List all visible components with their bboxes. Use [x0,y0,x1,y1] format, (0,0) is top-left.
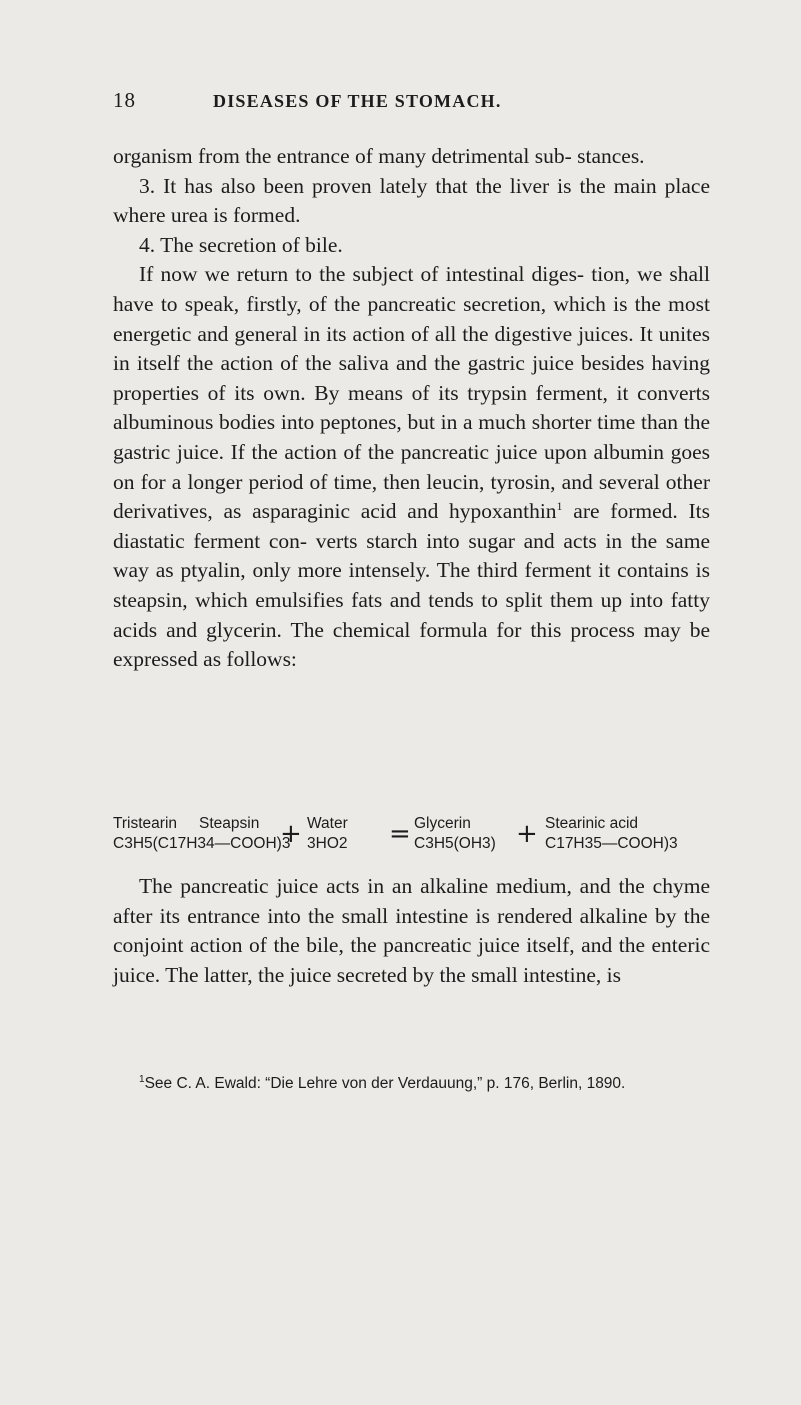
paragraph-item-3: 3. It has also been proven lately that the liver is the main place where urea is formed. [113,173,710,228]
running-head [0,88,801,118]
formula-term-glycerin [414,815,496,855]
footnote-text-line [113,1073,710,1094]
footnote-reference: 1 [556,498,563,513]
chemical-formula [113,815,710,865]
paragraph-alkaline-medium: The pancreatic juice acts in an alkaline medium, and the chyme after its entrance into the small intestine is rendered alkaline by the conjoint action of the bile, the pancreatic juice itself, and the enteric juice. The latter, the juice secreted by the small intestine, is [113,874,710,987]
formula-term-name: Glycerin [414,815,471,832]
formula-term-name: Stearinic acid [545,815,639,832]
formula-operator-equals: = [389,819,411,849]
paragraph-pancreatic-secretion-part1: If now we return to the subject of intestinal diges- tion, we shall have to speak, firstly, of the pancreatic secretion, which is the most energetic and general in its action of all the digestive juices. It unites in itself the action of the saliva and the gastric juice besides having properties of its own. By means of its trypsin ferment, it converts albuminous bodies into peptones, but in a much shorter time than the gastric juice. If the action of the pancreatic juice upon albumin goes on for a longer period of time, then leucin, tyrosin, and several other derivatives, as asparaginic acid and hypoxanthin [113,262,710,524]
footnote-mark: 1 [139,1073,145,1085]
formula-operator-plus: + [516,819,538,849]
running-title: DISEASES OF THE STOMACH. [213,91,502,111]
formula-term-name: Tristearin [113,815,178,832]
body-text-continued [113,872,710,990]
paragraph-continuation: organism from the entrance of many detrimental sub- stances. [113,144,645,168]
paragraph-item-4: 4. The secretion of bile. [139,232,343,257]
paragraph-pancreatic-secretion [113,260,710,674]
page-number: 18 [113,88,136,112]
footnote [113,1073,710,1094]
formula-term-chem: C3H5(C17H34—COOH)3 [113,835,291,852]
formula-term-chem: C17H35—COOH)3 [545,835,678,852]
formula-term-steapsin [199,815,259,835]
formula-term-water [307,815,348,855]
formula-term-stearinic-acid [545,815,678,855]
formula-term-chem: 3HO2 [307,835,348,852]
formula-term-name: Water [307,815,348,832]
paragraph-pancreatic-secretion-part2: are formed. Its diastatic ferment con- verts starch into sugar and acts in the same way as ptyalin, only more intensely. The third ferment it contains is steapsin, which emulsifies fats and tends to split them up into fatty acids and glycerin. The chemical formula for this process may be expressed as follows: [113,499,710,672]
formula-term-name: Steapsin [199,815,260,832]
body-text [113,142,710,675]
formula-term-chem: C3H5(OH3) [414,835,496,852]
formula-operator-plus: + [280,819,302,849]
footnote-text: See C. A. Ewald: “Die Lehre von der Verdauung,” p. 176, Berlin, 1890. [144,1075,626,1092]
